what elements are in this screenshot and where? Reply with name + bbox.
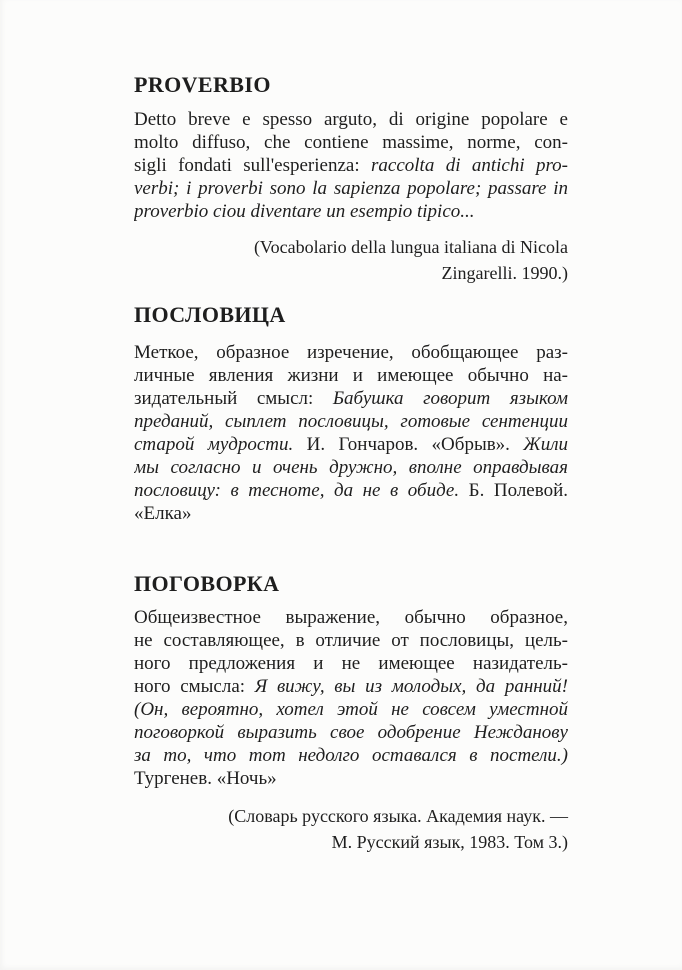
italic-text-run: старой мудрости.	[134, 434, 294, 455]
definition-paragraph-poslovitsa	[134, 341, 568, 525]
italic-text-run: за то, что тот недолго оставался в постели.)	[134, 745, 568, 766]
text-line	[134, 767, 568, 790]
citation-line: (Vocabolario della lungua italiana di Nicola	[253, 237, 568, 257]
text-line	[134, 502, 568, 525]
citation-line: Zingarelli. 1990.)	[441, 263, 568, 283]
text-line	[134, 131, 568, 154]
roman-text-run: Б. Полевой.	[459, 480, 568, 501]
text-line	[134, 410, 568, 433]
roman-text-run: «Елка»	[134, 503, 192, 524]
roman-text-run: ного предложения и не имеющее назидатель-	[134, 653, 568, 674]
text-line	[134, 364, 568, 387]
italic-text-run: Я вижу, вы из молодых, да ранний!	[254, 676, 568, 697]
italic-text-run: поговоркой выразить свое одобрение Нежданову	[134, 722, 568, 743]
roman-text-run: не составляющее, в отличие от пословицы, цель-	[134, 630, 568, 651]
roman-text-run: Меткое, образное изречение, обобщающее раз-	[134, 342, 568, 363]
text-line	[134, 108, 568, 131]
text-line	[134, 606, 568, 629]
roman-text-run: И. Гончаров. «Обрыв».	[293, 434, 524, 455]
italic-text-run: Бабушка говорит языком	[332, 388, 568, 409]
roman-text-run: Общеизвестное выражение, обычно образное,	[134, 607, 568, 628]
source-citation-proverbio	[134, 234, 568, 286]
source-citation-pogovorka	[134, 803, 568, 855]
text-line	[134, 456, 568, 479]
roman-text-run: Detto breve e spesso arguto, di origine popolare e	[134, 109, 568, 130]
definition-paragraph-pogovorka	[134, 606, 568, 790]
definition-paragraph-proverbio	[134, 108, 568, 223]
roman-text-run: ного смысла:	[134, 676, 255, 697]
italic-text-run: преданий, сыплет пословицы, готовые сентенции	[134, 411, 568, 432]
roman-text-run: Тургенев. «Ночь»	[134, 768, 277, 789]
text-line	[134, 698, 568, 721]
text-line	[134, 652, 568, 675]
italic-text-run: verbi; i proverbi sono la sapienza popolare; passare in	[134, 178, 568, 199]
section-heading-proverbio: PROVERBIO	[134, 72, 271, 97]
section-heading-pogovorka: ПОГОВОРКА	[134, 571, 280, 596]
italic-text-run: proverbio ciou diventare un esempio tipico...	[134, 201, 475, 222]
italic-text-run: Жили	[523, 434, 568, 455]
roman-text-run: личные явления жизни и имеющее обычно на-	[134, 365, 568, 386]
section-heading-poslovitsa: ПОСЛОВИЦА	[134, 302, 286, 327]
roman-text-run: зидательный смысл:	[134, 388, 333, 409]
text-line	[134, 387, 568, 410]
italic-text-run: пословицу: в тесноте, да не в обиде.	[134, 480, 460, 501]
text-line	[134, 721, 568, 744]
text-line	[134, 744, 568, 767]
text-line	[134, 200, 568, 223]
text-line	[134, 177, 568, 200]
italic-text-run: мы согласно и очень дружно, вполне оправдывая	[134, 457, 568, 478]
citation-line: (Словарь русского языка. Академия наук. —	[228, 806, 568, 826]
italic-text-run: raccolta di antichi pro-	[371, 155, 568, 176]
text-line	[134, 154, 568, 177]
italic-text-run: (Он, вероятно, хотел этой не совсем уместной	[134, 699, 568, 720]
text-line	[134, 675, 568, 698]
roman-text-run: sigli fondati sull'esperienza:	[134, 155, 371, 176]
citation-line: М. Русский язык, 1983. Том 3.)	[331, 832, 568, 852]
text-line	[134, 479, 568, 502]
roman-text-run: molto diffuso, che contiene massime, norme, con-	[134, 132, 568, 153]
text-line	[134, 433, 568, 456]
text-line	[134, 629, 568, 652]
text-line	[134, 341, 568, 364]
